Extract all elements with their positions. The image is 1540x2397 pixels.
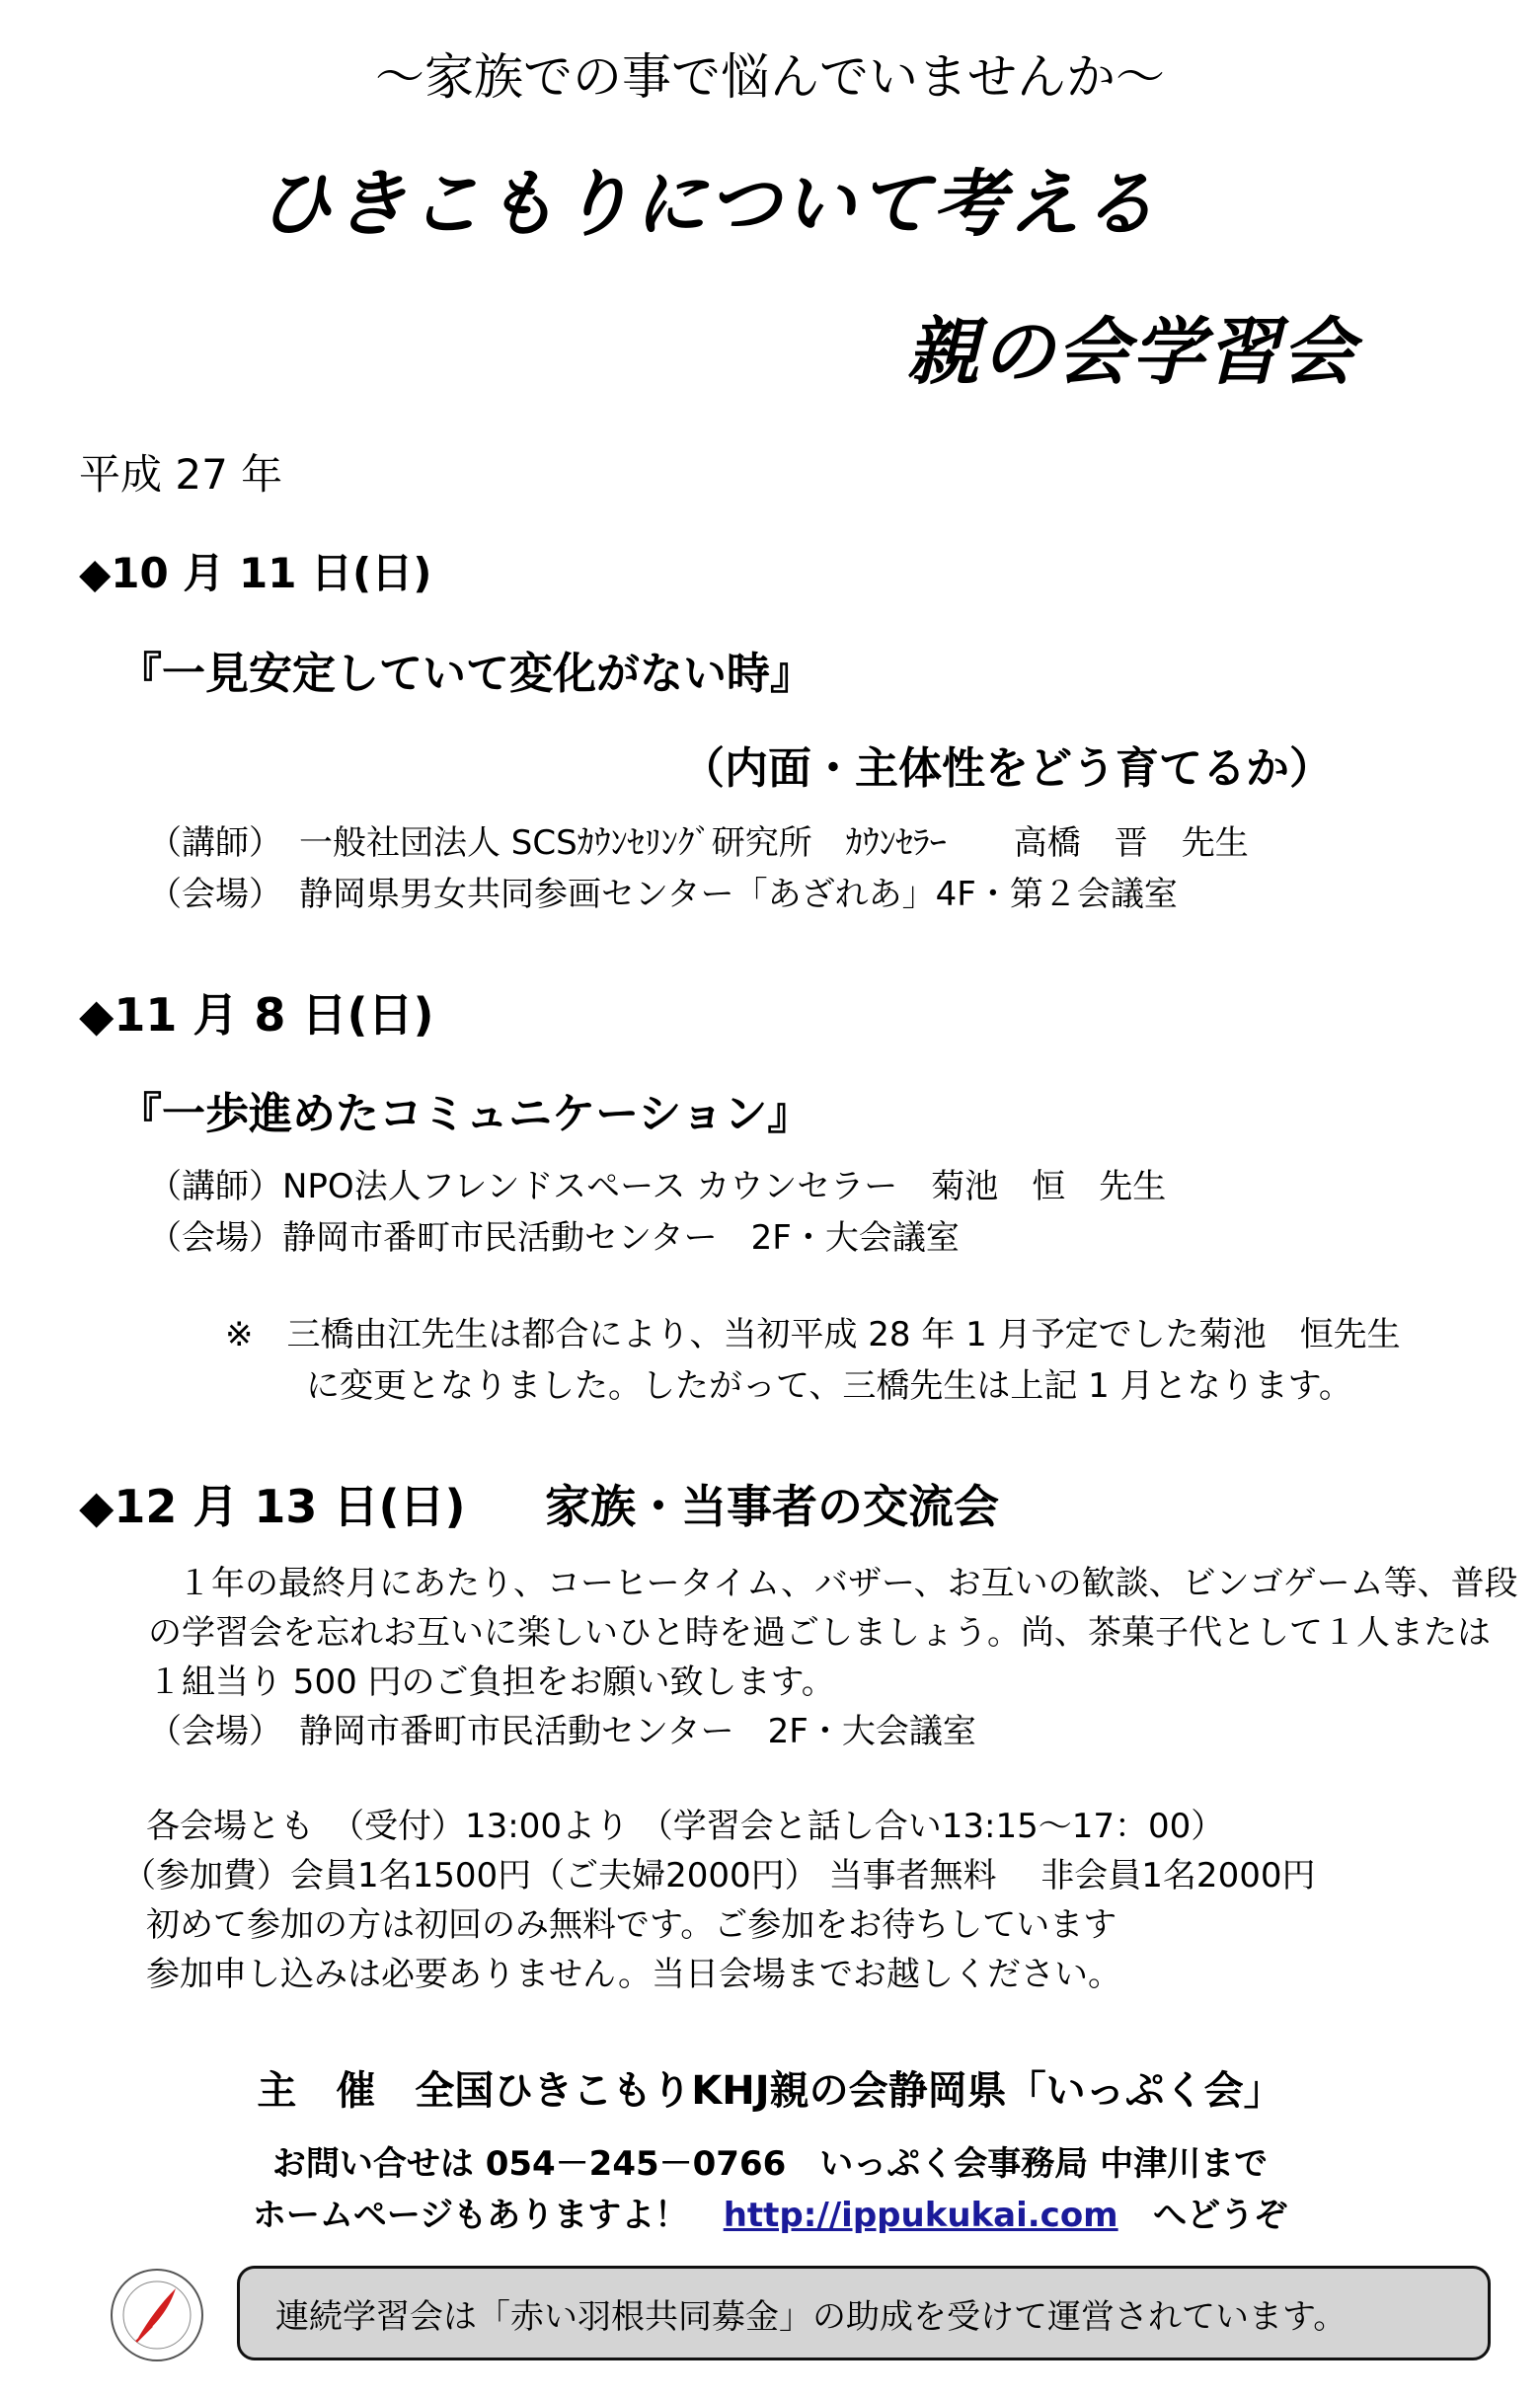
session2-note-line1: ※ 三橋由江先生は都合により、当初平成 28 年 1 月予定でした菊池 恒先生 <box>225 1315 1401 1354</box>
era-label: 平成 27 年 <box>79 450 283 499</box>
page-title: ひきこもりについて考える <box>259 162 1158 247</box>
funding-notice <box>237 2266 1491 2360</box>
info-fee: （参加費）会員1名1500円（ご夫婦2000円） 当事者無料 非会員1名2000円 <box>122 1856 1316 1895</box>
contact-line: お問い合せは 054－245－0766 いっぷく会事務局 中津川まで <box>271 2144 1269 2184</box>
info-time: 各会場とも （受付）13:00より （学習会と話し合い13:15～17：00） <box>146 1807 1225 1846</box>
session2-topic: 『一歩進めたコミュニケーション』 <box>118 1089 811 1139</box>
session3-date: ◆12 月 13 日(日) <box>79 1480 466 1533</box>
header-subtitle: ～家族での事で悩んでいませんか～ <box>375 48 1165 106</box>
funding-notice-text: 連続学習会は「赤い羽根共同募金」の助成を受けて運営されています。 <box>275 2296 1348 2337</box>
session3-venue: （会場） 静岡市番町市民活動センター 2F・大会議室 <box>148 1712 976 1751</box>
organizer-line: 主 催 全国ひきこもりKHJ親の会静岡県「いっぷく会」 <box>257 2068 1283 2114</box>
session1-topic-sub: （内面・主体性をどう育てるか） <box>681 743 1333 794</box>
info-first-time: 初めて参加の方は初回のみ無料です。ご参加をお待ちしています <box>146 1905 1117 1945</box>
homepage-suffix: へどうぞ <box>1153 2196 1288 2235</box>
session3-desc-line3: １組当り 500 円のご負担をお願い致します。 <box>148 1662 835 1702</box>
session3-desc-line1: １年の最終月にあたり、コーヒータイム、バザー、お互いの歓談、ビンゴゲーム等、普段 <box>178 1564 1518 1603</box>
session1-venue: （会場） 静岡県男女共同参画センター「あざれあ」4F・第２会議室 <box>148 875 1178 914</box>
session1-topic: 『一見安定していて変化がない時』 <box>118 649 813 699</box>
session1-lecturer: （講師） 一般社団法人 SCSｶｳﾝｾﾘﾝｸﾞ研究所 ｶｳﾝｾﾗｰ 高橋 晋 先生 <box>148 823 1249 863</box>
session2-venue: （会場）静岡市番町市民活動センター 2F・大会議室 <box>148 1218 960 1258</box>
homepage-link[interactable]: http://ippukukai.com <box>723 2196 1118 2235</box>
session2-date: ◆11 月 8 日(日) <box>79 988 434 1042</box>
session3-desc-line2: の学習会を忘れお互いに楽しいひと時を過ごしましょう。尚、茶菓子代として１人または <box>148 1613 1491 1653</box>
page-title-line2: 親の会学習会 <box>906 310 1356 395</box>
homepage-line <box>0 2188 1540 2236</box>
session3-topic: 家族・当事者の交流会 <box>545 1480 999 1533</box>
session1-date: ◆10 月 11 日(日) <box>79 549 432 597</box>
session2-note-line2: に変更となりました。したがって、三橋先生は上記 1 月となります。 <box>306 1366 1352 1406</box>
red-feather-logo-icon <box>109 2267 205 2363</box>
homepage-prefix: ホームページもありますよ！ <box>252 2196 689 2235</box>
info-registration: 参加申し込みは必要ありません。当日会場までお越しください。 <box>146 1955 1122 1994</box>
session2-lecturer: （講師）NPO法人フレンドスペース カウンセラー 菊池 恒 先生 <box>148 1167 1167 1206</box>
